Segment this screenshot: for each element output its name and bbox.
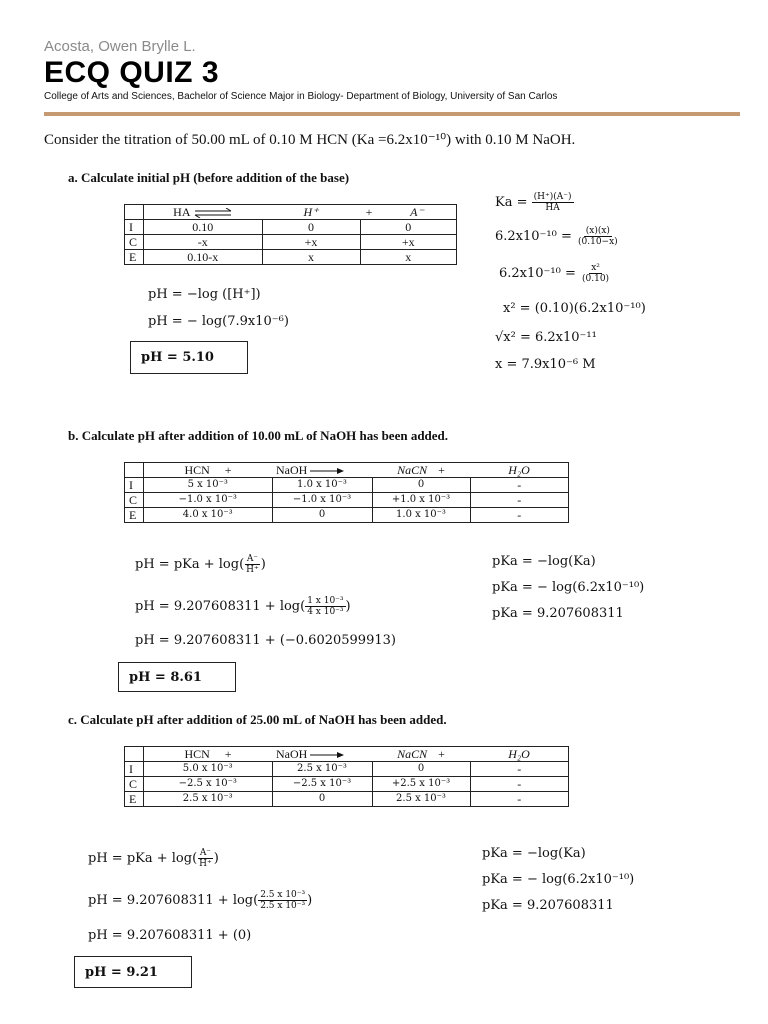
equation-lhs: Ka =	[495, 195, 528, 210]
header-hcn: HCN	[184, 463, 210, 477]
table-cell: -	[470, 493, 569, 508]
fraction	[580, 263, 611, 284]
fraction	[532, 192, 574, 213]
table-row	[125, 508, 569, 523]
header-plus: +	[365, 205, 373, 219]
row-label: C	[125, 777, 144, 792]
table-cell	[144, 205, 263, 220]
denominator: H⁺	[199, 859, 212, 869]
table-cell: 4.0 x 10⁻³	[144, 508, 273, 523]
header-divider	[44, 112, 740, 116]
equation: pH = pKa + log( $\frac{A^-}{H^+}$ )	[135, 554, 266, 575]
denominator: (0.10−x)	[578, 237, 618, 247]
denominator: 2.5 x 10⁻³	[260, 901, 306, 911]
ice-table-c	[124, 746, 569, 807]
page-title: ECQ QUIZ 3	[44, 56, 220, 89]
table-cell: -	[470, 777, 569, 792]
equation	[495, 226, 620, 247]
table-cell	[144, 747, 273, 762]
fraction	[258, 890, 307, 911]
numerator: A⁻	[199, 848, 212, 858]
author-name: Acosta, Owen Brylle L.	[44, 38, 196, 55]
question-b: b. Calculate pH after addition of 10.00 mL of NaOH has been added.	[68, 428, 449, 443]
table-row	[125, 777, 569, 792]
table-row	[125, 493, 569, 508]
table-cell: -x	[144, 235, 263, 250]
equation: x = 7.9x10⁻⁶ M	[495, 357, 596, 372]
header-ha: HA	[173, 205, 190, 219]
numerator: 2.5 x 10⁻³	[260, 890, 306, 900]
table-row	[125, 792, 569, 807]
header-nacn: NaCN	[397, 747, 428, 761]
question-a: a. Calculate initial pH (before addition of the base)	[68, 170, 350, 185]
table-cell	[125, 463, 144, 478]
reaction-arrow-icon	[310, 467, 344, 475]
table-cell: 0	[272, 508, 372, 523]
header-plus: +	[224, 747, 232, 761]
table-cell	[125, 747, 144, 762]
row-label: C	[125, 235, 144, 250]
denominator: (0.10)	[582, 274, 610, 284]
table-cell: 0.10-x	[144, 250, 263, 265]
answer-box-b	[118, 662, 236, 692]
row-label: E	[125, 250, 144, 265]
table-cell	[272, 463, 372, 478]
table-cell: +x	[262, 235, 360, 250]
row-label: I	[125, 762, 144, 777]
table-header-row	[125, 205, 457, 220]
table-cell	[372, 747, 470, 762]
answer-text: pH = 5.10	[141, 350, 214, 365]
table-cell: 1.0 x 10⁻³	[272, 478, 372, 493]
row-label: I	[125, 220, 144, 235]
denominator: HA	[545, 203, 560, 213]
table-cell: 1.0 x 10⁻³	[372, 508, 470, 523]
answer-box-a	[130, 341, 248, 374]
table-cell: 0	[360, 220, 457, 235]
equation	[499, 263, 611, 284]
table-header-row	[125, 747, 569, 762]
equation: pH = pKa + log( $\frac{A^-}{H^+}$ )	[88, 848, 219, 869]
reaction-arrow-icon	[310, 751, 344, 759]
equation	[495, 192, 574, 213]
row-label: E	[125, 792, 144, 807]
table-row	[125, 762, 569, 777]
denominator: H⁺	[246, 565, 259, 575]
table-cell	[470, 463, 569, 478]
table-cell	[262, 205, 360, 220]
table-cell: 0.10	[144, 220, 263, 235]
table-row	[125, 478, 569, 493]
table-cell	[372, 463, 470, 478]
table-cell: x	[360, 250, 457, 265]
header-hcn: HCN	[184, 747, 210, 761]
problem-statement: Consider the titration of 50.00 mL of 0.10 M HCN (Ka =6.2x10⁻¹⁰) with 0.10 M NaOH.	[44, 132, 576, 148]
table-cell: -	[470, 508, 569, 523]
row-label: E	[125, 508, 144, 523]
table-row	[125, 250, 457, 265]
fraction	[244, 554, 261, 575]
table-cell: 5 x 10⁻³	[144, 478, 273, 493]
numerator: 1 x 10⁻³	[307, 596, 344, 606]
table-cell	[272, 747, 372, 762]
table-cell: -	[470, 478, 569, 493]
table-row	[125, 220, 457, 235]
header-h2o: H₂O	[508, 747, 530, 761]
equation: pH = −log ([H⁺])	[148, 287, 261, 302]
equilibrium-arrow-icon	[193, 208, 233, 218]
equation: pKa = −log(Ka)	[482, 846, 586, 861]
table-cell: +x	[360, 235, 457, 250]
equation: x² = (0.10)(6.2x10⁻¹⁰)	[503, 301, 646, 316]
equation-lhs: pH = pKa + log(	[88, 851, 198, 866]
table-cell: +1.0 x 10⁻³	[372, 493, 470, 508]
table-cell: 0	[272, 792, 372, 807]
table-cell: −2.5 x 10⁻³	[144, 777, 273, 792]
header-nacn: NaCN	[397, 463, 428, 477]
table-cell: -	[470, 762, 569, 777]
row-label: I	[125, 478, 144, 493]
ice-table-b	[124, 462, 569, 523]
equation: pKa = − log(6.2x10⁻¹⁰)	[492, 580, 645, 595]
numerator: x²	[591, 263, 600, 273]
fraction	[197, 848, 214, 869]
equation: pKa = −log(Ka)	[492, 554, 596, 569]
equation-lhs: 6.2x10⁻¹⁰ =	[499, 266, 576, 281]
fraction	[305, 596, 345, 617]
numerator: (x)(x)	[585, 226, 610, 236]
table-cell: 0	[262, 220, 360, 235]
header-h: H⁺	[303, 205, 319, 219]
equation: pH = 9.207608311 + log( $\frac{\text{1 x 10⁻³}}{\text{4 x 10⁻³}}$ )	[135, 596, 351, 617]
equation-lhs: pH = pKa + log(	[135, 557, 245, 572]
answer-text: pH = 8.61	[129, 669, 202, 685]
page-subtitle: College of Arts and Sciences, Bachelor of Science Major in Biology- Department of Biology, University of San Carlos	[44, 91, 558, 102]
header-plus: +	[224, 463, 232, 477]
equation: pH = − log(7.9x10⁻⁶)	[148, 314, 289, 329]
equation: pKa = − log(6.2x10⁻¹⁰)	[482, 872, 635, 887]
equation: pH = 9.207608311 + log( $\frac{\text{2.5 x 10⁻³}}{\text{2.5 x 10⁻³}}$ )	[88, 890, 313, 911]
table-cell	[125, 205, 144, 220]
equation: pH = 9.207608311 + (−0.6020599913)	[135, 633, 396, 648]
header-plus: +	[438, 463, 445, 477]
table-cell: −1.0 x 10⁻³	[272, 493, 372, 508]
answer-text: pH = 9.21	[85, 964, 158, 980]
table-cell: −1.0 x 10⁻³	[144, 493, 273, 508]
header-plus: +	[438, 747, 445, 761]
table-cell: 5.0 x 10⁻³	[144, 762, 273, 777]
table-cell	[360, 205, 378, 220]
table-cell: 0	[372, 762, 470, 777]
table-cell	[378, 205, 457, 220]
table-cell: 2.5 x 10⁻³	[272, 762, 372, 777]
equation-lhs: pH = 9.207608311 + log(	[88, 893, 259, 908]
equation: pKa = 9.207608311	[482, 898, 614, 913]
table-row	[125, 235, 457, 250]
table-cell: −2.5 x 10⁻³	[272, 777, 372, 792]
table-cell	[470, 747, 569, 762]
answer-box-c	[74, 956, 192, 988]
numerator: (H⁺)(A⁻)	[533, 192, 572, 202]
table-cell: +2.5 x 10⁻³	[372, 777, 470, 792]
table-cell: x	[262, 250, 360, 265]
equation: pH = 9.207608311 + (0)	[88, 928, 252, 943]
header-h2o: H₂O	[508, 463, 530, 477]
row-label: C	[125, 493, 144, 508]
table-cell: 2.5 x 10⁻³	[144, 792, 273, 807]
ice-table-a	[124, 204, 457, 265]
header-naoh: NaOH	[276, 463, 308, 477]
question-c: c. Calculate pH after addition of 25.00 mL of NaOH has been added.	[68, 712, 447, 727]
numerator: A⁻	[246, 554, 259, 564]
header-naoh: NaOH	[276, 747, 308, 761]
denominator: 4 x 10⁻³	[307, 607, 344, 617]
equation: pKa = 9.207608311	[492, 606, 624, 621]
equation-lhs: 6.2x10⁻¹⁰ =	[495, 229, 572, 244]
header-a: A⁻	[410, 205, 424, 219]
fraction	[576, 226, 620, 247]
table-cell	[144, 463, 273, 478]
table-cell: 0	[372, 478, 470, 493]
equation: √x² = 6.2x10⁻¹¹	[495, 330, 597, 345]
table-cell: 2.5 x 10⁻³	[372, 792, 470, 807]
table-cell: -	[470, 792, 569, 807]
table-header-row	[125, 463, 569, 478]
equation-lhs: pH = 9.207608311 + log(	[135, 599, 306, 614]
